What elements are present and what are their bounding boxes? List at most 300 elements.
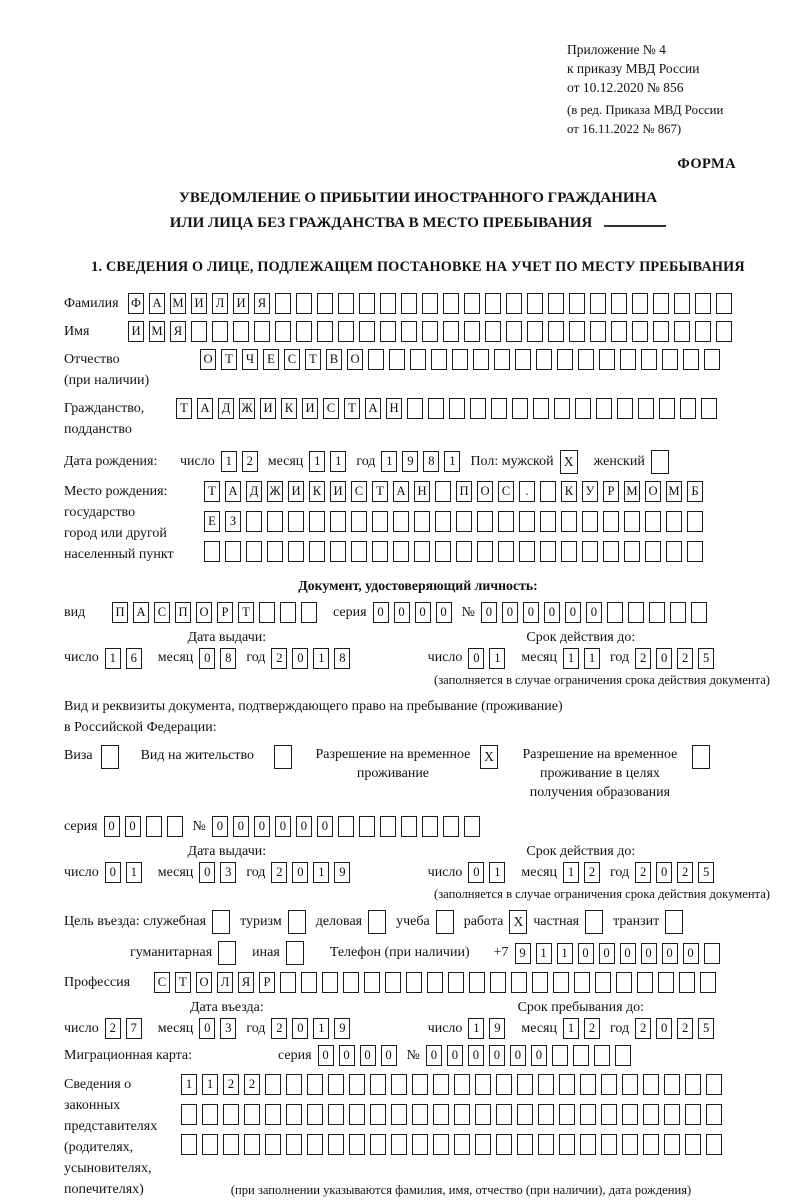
char-cell[interactable] bbox=[553, 972, 569, 993]
checkbox-male[interactable]: X bbox=[560, 450, 578, 474]
char-cell[interactable] bbox=[622, 1074, 638, 1095]
checkbox-business[interactable] bbox=[368, 910, 386, 934]
char-cell[interactable] bbox=[351, 511, 367, 532]
char-cell[interactable] bbox=[679, 972, 695, 993]
permit-expiry-month-cells[interactable] bbox=[563, 862, 600, 883]
birth-year-cells[interactable] bbox=[381, 451, 460, 472]
char-cell[interactable]: С bbox=[351, 481, 367, 502]
char-cell[interactable]: М bbox=[624, 481, 640, 502]
char-cell[interactable] bbox=[449, 398, 465, 419]
char-cell[interactable] bbox=[401, 816, 417, 837]
char-cell[interactable]: С bbox=[323, 398, 339, 419]
char-cell[interactable] bbox=[653, 321, 669, 342]
char-cell[interactable] bbox=[611, 321, 627, 342]
char-cell[interactable] bbox=[574, 972, 590, 993]
char-cell[interactable]: . bbox=[519, 481, 535, 502]
char-cell[interactable]: 2 bbox=[635, 862, 651, 883]
char-cell[interactable] bbox=[349, 1134, 365, 1155]
char-cell[interactable] bbox=[422, 293, 438, 314]
char-cell[interactable] bbox=[246, 541, 262, 562]
char-cell[interactable] bbox=[685, 1104, 701, 1125]
char-cell[interactable]: О bbox=[200, 349, 216, 370]
char-cell[interactable] bbox=[691, 602, 707, 623]
char-cell[interactable] bbox=[202, 1104, 218, 1125]
char-cell[interactable] bbox=[496, 1074, 512, 1095]
char-cell[interactable]: И bbox=[128, 321, 144, 342]
char-cell[interactable] bbox=[532, 972, 548, 993]
char-cell[interactable] bbox=[706, 1104, 722, 1125]
checkbox-private[interactable] bbox=[585, 910, 603, 934]
char-cell[interactable]: З bbox=[225, 511, 241, 532]
char-cell[interactable] bbox=[265, 1074, 281, 1095]
char-cell[interactable]: 9 bbox=[515, 943, 531, 964]
checkbox-study[interactable] bbox=[436, 910, 454, 934]
char-cell[interactable]: 2 bbox=[584, 862, 600, 883]
doc-kind-cells[interactable] bbox=[112, 602, 317, 623]
char-cell[interactable]: Д bbox=[218, 398, 234, 419]
char-cell[interactable] bbox=[622, 1104, 638, 1125]
char-cell[interactable] bbox=[349, 1104, 365, 1125]
char-cell[interactable] bbox=[561, 511, 577, 532]
char-cell[interactable] bbox=[569, 293, 585, 314]
char-cell[interactable] bbox=[414, 541, 430, 562]
char-cell[interactable]: Д bbox=[246, 481, 262, 502]
checkbox-tourism[interactable] bbox=[288, 910, 306, 934]
char-cell[interactable]: 0 bbox=[292, 648, 308, 669]
char-cell[interactable] bbox=[422, 816, 438, 837]
char-cell[interactable]: 2 bbox=[271, 862, 287, 883]
char-cell[interactable]: А bbox=[225, 481, 241, 502]
char-cell[interactable]: Т bbox=[175, 972, 191, 993]
char-cell[interactable] bbox=[664, 1104, 680, 1125]
char-cell[interactable]: 2 bbox=[223, 1074, 239, 1095]
char-cell[interactable]: 0 bbox=[468, 862, 484, 883]
char-cell[interactable]: Е bbox=[263, 349, 279, 370]
char-cell[interactable] bbox=[704, 943, 720, 964]
char-cell[interactable] bbox=[454, 1104, 470, 1125]
char-cell[interactable] bbox=[517, 1074, 533, 1095]
char-cell[interactable] bbox=[559, 1074, 575, 1095]
stay-until-day-cells[interactable] bbox=[468, 1018, 505, 1039]
char-cell[interactable] bbox=[443, 321, 459, 342]
char-cell[interactable] bbox=[296, 293, 312, 314]
char-cell[interactable]: 2 bbox=[635, 648, 651, 669]
char-cell[interactable] bbox=[527, 321, 543, 342]
char-cell[interactable]: 0 bbox=[199, 1018, 215, 1039]
char-cell[interactable] bbox=[391, 1104, 407, 1125]
checkbox-work[interactable]: X bbox=[509, 910, 527, 934]
char-cell[interactable] bbox=[716, 293, 732, 314]
doc-issue-month-cells[interactable] bbox=[199, 648, 236, 669]
birthplace-row1-cells[interactable] bbox=[204, 481, 703, 502]
char-cell[interactable] bbox=[322, 972, 338, 993]
char-cell[interactable] bbox=[517, 1134, 533, 1155]
char-cell[interactable]: О bbox=[645, 481, 661, 502]
doc-issue-year-cells[interactable] bbox=[271, 648, 350, 669]
char-cell[interactable]: 0 bbox=[502, 602, 518, 623]
char-cell[interactable] bbox=[338, 321, 354, 342]
char-cell[interactable] bbox=[225, 541, 241, 562]
char-cell[interactable]: О bbox=[196, 602, 212, 623]
char-cell[interactable] bbox=[475, 1104, 491, 1125]
char-cell[interactable]: П bbox=[456, 481, 472, 502]
char-cell[interactable] bbox=[370, 1074, 386, 1095]
char-cell[interactable]: 0 bbox=[292, 862, 308, 883]
char-cell[interactable] bbox=[517, 1104, 533, 1125]
char-cell[interactable] bbox=[448, 972, 464, 993]
char-cell[interactable]: 1 bbox=[181, 1074, 197, 1095]
char-cell[interactable] bbox=[575, 398, 591, 419]
char-cell[interactable] bbox=[265, 1104, 281, 1125]
char-cell[interactable] bbox=[435, 481, 451, 502]
char-cell[interactable]: Ф bbox=[128, 293, 144, 314]
char-cell[interactable] bbox=[641, 349, 657, 370]
representatives-row1-cells[interactable] bbox=[181, 1074, 741, 1095]
char-cell[interactable] bbox=[454, 1074, 470, 1095]
char-cell[interactable]: А bbox=[393, 481, 409, 502]
char-cell[interactable] bbox=[616, 972, 632, 993]
char-cell[interactable]: 0 bbox=[436, 602, 452, 623]
checkbox-transit[interactable] bbox=[665, 910, 683, 934]
char-cell[interactable] bbox=[456, 511, 472, 532]
char-cell[interactable] bbox=[435, 511, 451, 532]
char-cell[interactable]: 7 bbox=[126, 1018, 142, 1039]
char-cell[interactable]: Т bbox=[176, 398, 192, 419]
char-cell[interactable] bbox=[643, 1134, 659, 1155]
char-cell[interactable] bbox=[368, 349, 384, 370]
checkbox-private[interactable] bbox=[585, 910, 603, 934]
char-cell[interactable] bbox=[275, 293, 291, 314]
birth-month-cells[interactable] bbox=[309, 451, 346, 472]
char-cell[interactable] bbox=[595, 972, 611, 993]
char-cell[interactable]: 0 bbox=[531, 1045, 547, 1066]
char-cell[interactable] bbox=[301, 602, 317, 623]
char-cell[interactable] bbox=[695, 293, 711, 314]
char-cell[interactable]: Я bbox=[170, 321, 186, 342]
permit-expiry-year-cells[interactable] bbox=[635, 862, 714, 883]
char-cell[interactable] bbox=[569, 321, 585, 342]
char-cell[interactable]: 0 bbox=[683, 943, 699, 964]
permit-issue-day-cells[interactable] bbox=[105, 862, 142, 883]
char-cell[interactable]: 1 bbox=[584, 648, 600, 669]
char-cell[interactable]: Т bbox=[204, 481, 220, 502]
doc-number-cells[interactable] bbox=[481, 602, 707, 623]
checkbox-transit[interactable] bbox=[665, 910, 683, 934]
char-cell[interactable] bbox=[412, 1104, 428, 1125]
char-cell[interactable] bbox=[406, 972, 422, 993]
char-cell[interactable] bbox=[540, 511, 556, 532]
char-cell[interactable] bbox=[401, 293, 417, 314]
char-cell[interactable] bbox=[202, 1134, 218, 1155]
char-cell[interactable] bbox=[670, 602, 686, 623]
char-cell[interactable]: 0 bbox=[656, 862, 672, 883]
char-cell[interactable] bbox=[246, 511, 262, 532]
region-blank[interactable] bbox=[604, 212, 666, 227]
surname-cells[interactable] bbox=[128, 293, 732, 314]
char-cell[interactable] bbox=[407, 398, 423, 419]
phone-cells[interactable] bbox=[515, 943, 720, 964]
char-cell[interactable]: Я bbox=[254, 293, 270, 314]
char-cell[interactable]: 2 bbox=[677, 862, 693, 883]
char-cell[interactable]: 0 bbox=[426, 1045, 442, 1066]
char-cell[interactable] bbox=[607, 602, 623, 623]
char-cell[interactable] bbox=[645, 541, 661, 562]
char-cell[interactable] bbox=[380, 321, 396, 342]
char-cell[interactable] bbox=[464, 816, 480, 837]
char-cell[interactable] bbox=[433, 1134, 449, 1155]
char-cell[interactable]: 0 bbox=[510, 1045, 526, 1066]
char-cell[interactable]: 0 bbox=[468, 648, 484, 669]
char-cell[interactable] bbox=[370, 1104, 386, 1125]
char-cell[interactable]: 0 bbox=[233, 816, 249, 837]
name-cells[interactable] bbox=[128, 321, 732, 342]
birth-day-cells[interactable] bbox=[221, 451, 258, 472]
char-cell[interactable] bbox=[485, 293, 501, 314]
char-cell[interactable] bbox=[594, 1045, 610, 1066]
char-cell[interactable] bbox=[328, 1074, 344, 1095]
char-cell[interactable] bbox=[548, 293, 564, 314]
char-cell[interactable]: С bbox=[498, 481, 514, 502]
char-cell[interactable] bbox=[548, 321, 564, 342]
char-cell[interactable] bbox=[181, 1134, 197, 1155]
migration-card-series-cells[interactable] bbox=[318, 1045, 397, 1066]
char-cell[interactable]: П bbox=[175, 602, 191, 623]
char-cell[interactable]: 1 bbox=[381, 451, 397, 472]
char-cell[interactable] bbox=[559, 1134, 575, 1155]
char-cell[interactable]: 2 bbox=[271, 1018, 287, 1039]
char-cell[interactable]: 1 bbox=[105, 648, 121, 669]
char-cell[interactable] bbox=[391, 1134, 407, 1155]
char-cell[interactable] bbox=[464, 321, 480, 342]
char-cell[interactable] bbox=[622, 1134, 638, 1155]
char-cell[interactable] bbox=[286, 1134, 302, 1155]
char-cell[interactable] bbox=[330, 511, 346, 532]
char-cell[interactable] bbox=[666, 511, 682, 532]
char-cell[interactable]: К bbox=[309, 481, 325, 502]
char-cell[interactable] bbox=[167, 816, 183, 837]
char-cell[interactable]: Ж bbox=[239, 398, 255, 419]
char-cell[interactable] bbox=[393, 541, 409, 562]
char-cell[interactable] bbox=[601, 1074, 617, 1095]
char-cell[interactable] bbox=[380, 293, 396, 314]
char-cell[interactable] bbox=[554, 398, 570, 419]
checkbox-temp-residence-permit-education[interactable] bbox=[692, 745, 710, 769]
representatives-row3-cells[interactable] bbox=[181, 1134, 741, 1155]
doc-issue-day-cells[interactable] bbox=[105, 648, 142, 669]
checkbox-temp-residence-permit-education[interactable] bbox=[692, 745, 710, 769]
char-cell[interactable] bbox=[538, 1074, 554, 1095]
char-cell[interactable] bbox=[393, 511, 409, 532]
char-cell[interactable] bbox=[643, 1104, 659, 1125]
char-cell[interactable]: К bbox=[561, 481, 577, 502]
char-cell[interactable]: Н bbox=[414, 481, 430, 502]
char-cell[interactable] bbox=[359, 321, 375, 342]
char-cell[interactable] bbox=[265, 1134, 281, 1155]
char-cell[interactable] bbox=[435, 541, 451, 562]
char-cell[interactable]: Р bbox=[603, 481, 619, 502]
char-cell[interactable] bbox=[343, 972, 359, 993]
char-cell[interactable] bbox=[191, 321, 207, 342]
char-cell[interactable]: М bbox=[666, 481, 682, 502]
char-cell[interactable] bbox=[666, 541, 682, 562]
char-cell[interactable] bbox=[267, 541, 283, 562]
char-cell[interactable] bbox=[433, 1104, 449, 1125]
char-cell[interactable]: 1 bbox=[489, 862, 505, 883]
char-cell[interactable] bbox=[674, 321, 690, 342]
char-cell[interactable]: 2 bbox=[244, 1074, 260, 1095]
char-cell[interactable] bbox=[301, 972, 317, 993]
char-cell[interactable]: Н bbox=[386, 398, 402, 419]
char-cell[interactable]: 0 bbox=[586, 602, 602, 623]
char-cell[interactable] bbox=[704, 349, 720, 370]
char-cell[interactable] bbox=[204, 541, 220, 562]
char-cell[interactable]: Т bbox=[372, 481, 388, 502]
entry-day-cells[interactable] bbox=[105, 1018, 142, 1039]
char-cell[interactable] bbox=[506, 293, 522, 314]
char-cell[interactable] bbox=[428, 398, 444, 419]
char-cell[interactable]: И bbox=[260, 398, 276, 419]
char-cell[interactable]: С bbox=[154, 602, 170, 623]
char-cell[interactable]: 0 bbox=[104, 816, 120, 837]
checkbox-humanitarian[interactable] bbox=[218, 941, 236, 965]
permit-number-cells[interactable] bbox=[212, 816, 480, 837]
char-cell[interactable] bbox=[527, 293, 543, 314]
char-cell[interactable]: Т bbox=[344, 398, 360, 419]
char-cell[interactable] bbox=[414, 511, 430, 532]
char-cell[interactable] bbox=[494, 349, 510, 370]
char-cell[interactable] bbox=[664, 1134, 680, 1155]
char-cell[interactable] bbox=[443, 293, 459, 314]
char-cell[interactable]: 9 bbox=[489, 1018, 505, 1039]
char-cell[interactable] bbox=[286, 1104, 302, 1125]
char-cell[interactable] bbox=[372, 511, 388, 532]
char-cell[interactable]: 0 bbox=[415, 602, 431, 623]
char-cell[interactable]: 0 bbox=[662, 943, 678, 964]
char-cell[interactable]: 0 bbox=[447, 1045, 463, 1066]
char-cell[interactable]: 1 bbox=[202, 1074, 218, 1095]
char-cell[interactable]: С bbox=[154, 972, 170, 993]
char-cell[interactable] bbox=[307, 1134, 323, 1155]
char-cell[interactable] bbox=[649, 602, 665, 623]
char-cell[interactable] bbox=[628, 602, 644, 623]
char-cell[interactable]: 1 bbox=[563, 862, 579, 883]
char-cell[interactable] bbox=[582, 511, 598, 532]
char-cell[interactable] bbox=[620, 349, 636, 370]
char-cell[interactable]: 1 bbox=[444, 451, 460, 472]
char-cell[interactable]: 0 bbox=[381, 1045, 397, 1066]
char-cell[interactable]: 2 bbox=[677, 648, 693, 669]
char-cell[interactable] bbox=[645, 511, 661, 532]
char-cell[interactable] bbox=[410, 349, 426, 370]
char-cell[interactable] bbox=[611, 293, 627, 314]
char-cell[interactable] bbox=[181, 1104, 197, 1125]
checkbox-business[interactable] bbox=[368, 910, 386, 934]
char-cell[interactable]: Л bbox=[212, 293, 228, 314]
char-cell[interactable]: 1 bbox=[489, 648, 505, 669]
checkbox-male[interactable] bbox=[560, 450, 578, 474]
char-cell[interactable] bbox=[561, 541, 577, 562]
char-cell[interactable]: 0 bbox=[318, 1045, 334, 1066]
char-cell[interactable]: 2 bbox=[271, 648, 287, 669]
char-cell[interactable] bbox=[309, 511, 325, 532]
char-cell[interactable]: 1 bbox=[313, 648, 329, 669]
char-cell[interactable] bbox=[317, 293, 333, 314]
char-cell[interactable]: 0 bbox=[125, 816, 141, 837]
char-cell[interactable] bbox=[683, 349, 699, 370]
char-cell[interactable] bbox=[477, 511, 493, 532]
char-cell[interactable]: 0 bbox=[481, 602, 497, 623]
char-cell[interactable]: Р bbox=[217, 602, 233, 623]
char-cell[interactable]: 2 bbox=[635, 1018, 651, 1039]
checkbox-other[interactable] bbox=[286, 941, 304, 965]
char-cell[interactable] bbox=[637, 972, 653, 993]
char-cell[interactable]: 2 bbox=[584, 1018, 600, 1039]
char-cell[interactable] bbox=[695, 321, 711, 342]
char-cell[interactable]: 0 bbox=[339, 1045, 355, 1066]
char-cell[interactable] bbox=[653, 293, 669, 314]
checkbox-residence-permit[interactable] bbox=[274, 745, 292, 769]
checkbox-visa[interactable] bbox=[101, 745, 119, 769]
char-cell[interactable] bbox=[596, 398, 612, 419]
char-cell[interactable] bbox=[338, 816, 354, 837]
char-cell[interactable] bbox=[687, 541, 703, 562]
char-cell[interactable] bbox=[590, 321, 606, 342]
char-cell[interactable] bbox=[662, 349, 678, 370]
char-cell[interactable] bbox=[427, 972, 443, 993]
char-cell[interactable] bbox=[364, 972, 380, 993]
checkbox-humanitarian[interactable] bbox=[218, 941, 236, 965]
char-cell[interactable]: 0 bbox=[620, 943, 636, 964]
char-cell[interactable]: О bbox=[477, 481, 493, 502]
char-cell[interactable] bbox=[638, 398, 654, 419]
char-cell[interactable]: 5 bbox=[698, 1018, 714, 1039]
checkbox-residence-permit[interactable] bbox=[274, 745, 292, 769]
char-cell[interactable] bbox=[254, 321, 270, 342]
char-cell[interactable] bbox=[685, 1074, 701, 1095]
char-cell[interactable]: И bbox=[330, 481, 346, 502]
char-cell[interactable] bbox=[706, 1134, 722, 1155]
checkbox-other[interactable] bbox=[286, 941, 304, 965]
char-cell[interactable] bbox=[330, 541, 346, 562]
char-cell[interactable] bbox=[470, 398, 486, 419]
char-cell[interactable]: 0 bbox=[578, 943, 594, 964]
char-cell[interactable] bbox=[506, 321, 522, 342]
char-cell[interactable]: И bbox=[191, 293, 207, 314]
doc-expiry-day-cells[interactable] bbox=[468, 648, 505, 669]
char-cell[interactable] bbox=[433, 1074, 449, 1095]
char-cell[interactable] bbox=[496, 1104, 512, 1125]
char-cell[interactable] bbox=[473, 349, 489, 370]
char-cell[interactable]: И bbox=[302, 398, 318, 419]
char-cell[interactable]: 0 bbox=[641, 943, 657, 964]
char-cell[interactable]: И bbox=[288, 481, 304, 502]
char-cell[interactable] bbox=[454, 1134, 470, 1155]
char-cell[interactable] bbox=[443, 816, 459, 837]
char-cell[interactable] bbox=[288, 511, 304, 532]
char-cell[interactable] bbox=[580, 1074, 596, 1095]
char-cell[interactable]: 1 bbox=[309, 451, 325, 472]
char-cell[interactable]: 1 bbox=[557, 943, 573, 964]
char-cell[interactable]: Т bbox=[221, 349, 237, 370]
char-cell[interactable] bbox=[643, 1074, 659, 1095]
char-cell[interactable]: А bbox=[365, 398, 381, 419]
char-cell[interactable] bbox=[288, 541, 304, 562]
char-cell[interactable] bbox=[452, 349, 468, 370]
char-cell[interactable]: 0 bbox=[292, 1018, 308, 1039]
char-cell[interactable] bbox=[716, 321, 732, 342]
char-cell[interactable] bbox=[632, 321, 648, 342]
char-cell[interactable] bbox=[223, 1134, 239, 1155]
